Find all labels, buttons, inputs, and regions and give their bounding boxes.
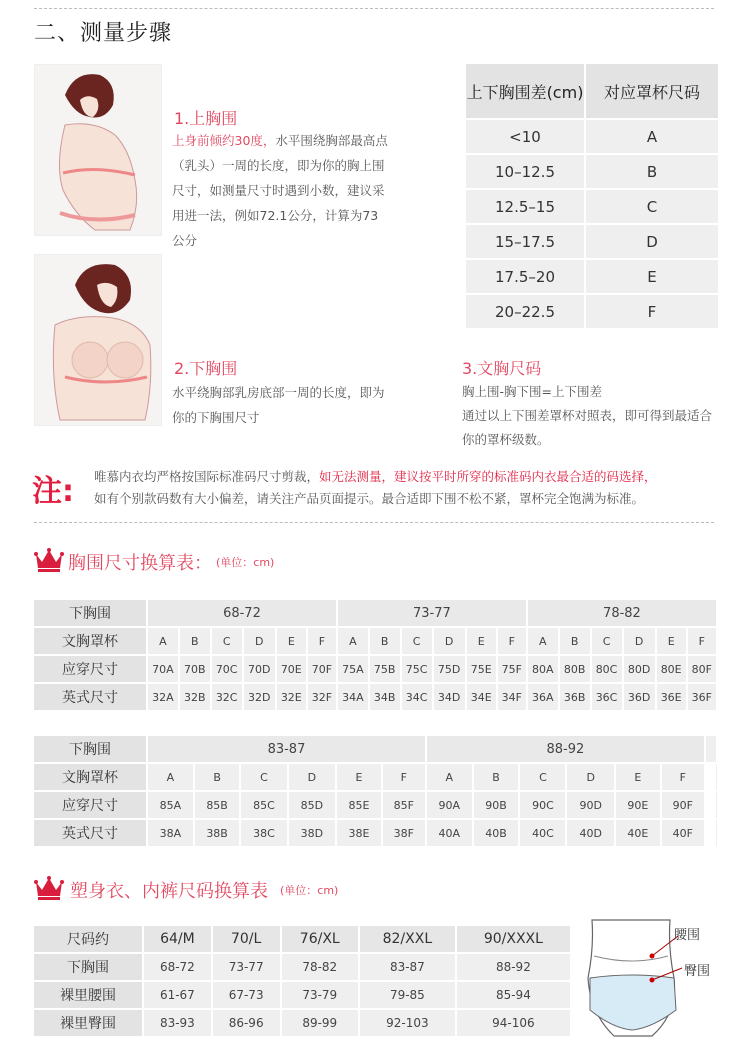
table-cell: 88-92 bbox=[457, 954, 570, 980]
table-cell: 34F bbox=[498, 684, 526, 710]
waist-hip-diagram bbox=[582, 918, 722, 1042]
table-cell: 34A bbox=[338, 684, 368, 710]
note-text-highlight: 如无法测量，建议按平时所穿的标准码内衣最合适的码选择， bbox=[319, 469, 657, 484]
table-cell: 38F bbox=[383, 820, 425, 846]
table-cell: 15–17.5 bbox=[466, 225, 584, 258]
table-cell: 85-94 bbox=[457, 982, 570, 1008]
bra-size-table-1 bbox=[32, 598, 718, 712]
table-cell: 38B bbox=[195, 820, 240, 846]
group-header: 68-72 bbox=[148, 600, 336, 626]
table-cell: 73-77 bbox=[213, 954, 280, 980]
table-row bbox=[466, 295, 718, 328]
table-row bbox=[34, 656, 716, 682]
group-header: 83-87 bbox=[148, 736, 425, 762]
upper-bust-illustration bbox=[34, 64, 162, 236]
table-cell: 75D bbox=[434, 656, 465, 682]
shape-section-header bbox=[34, 876, 338, 904]
waist-label: 腰围 bbox=[674, 928, 701, 943]
table-cell: B bbox=[180, 628, 210, 654]
table-cell: D bbox=[567, 764, 614, 790]
crown-icon bbox=[34, 876, 64, 904]
table-cell: 70B bbox=[180, 656, 210, 682]
upper-bust-description bbox=[172, 128, 388, 253]
table-cell: 85F bbox=[383, 792, 425, 818]
table-cell: 80F bbox=[688, 656, 716, 682]
table-cell: 90F bbox=[662, 792, 704, 818]
cup-size-description bbox=[462, 380, 718, 452]
table-cell: 90A bbox=[427, 792, 472, 818]
size-header: 64/M bbox=[144, 926, 211, 952]
size-header: 70/L bbox=[213, 926, 280, 952]
table-row bbox=[34, 926, 570, 952]
divider-top bbox=[34, 8, 714, 9]
table-cell: 80A bbox=[528, 656, 558, 682]
cup-difference-table bbox=[464, 62, 720, 330]
table-cell: A bbox=[528, 628, 558, 654]
table-cell: 86-96 bbox=[213, 1010, 280, 1036]
row-label: 文胸罩杯 bbox=[34, 628, 146, 654]
row-label: 尺码约 bbox=[34, 926, 142, 952]
table-cell: D bbox=[586, 225, 718, 258]
table-row bbox=[34, 736, 716, 762]
table-cell: 70C bbox=[212, 656, 242, 682]
table-row bbox=[34, 954, 570, 980]
table-cell: 36B bbox=[560, 684, 590, 710]
table-cell: E bbox=[467, 628, 496, 654]
table-cell: 85A bbox=[148, 792, 193, 818]
table-cell: 34B bbox=[370, 684, 400, 710]
table-row bbox=[34, 600, 716, 626]
table-cell: E bbox=[657, 628, 686, 654]
table-cell: 34C bbox=[402, 684, 432, 710]
table-cell: 75E bbox=[467, 656, 496, 682]
size-header: 82/XXL bbox=[360, 926, 455, 952]
table-cell: 90B bbox=[474, 792, 519, 818]
shapewear-size-table bbox=[32, 924, 572, 1038]
table-cell: C bbox=[241, 764, 286, 790]
table-cell: 85E bbox=[337, 792, 381, 818]
table-cell: 70A bbox=[148, 656, 178, 682]
table-cell: 85B bbox=[195, 792, 240, 818]
bra-section-header bbox=[34, 548, 274, 576]
bra-size-table-2 bbox=[32, 734, 718, 848]
row-label: 裸里腰围 bbox=[34, 982, 142, 1008]
row-label: 英式尺寸 bbox=[34, 684, 146, 710]
table-cell: C bbox=[592, 628, 622, 654]
table-cell: E bbox=[337, 764, 381, 790]
table-cell: B bbox=[195, 764, 240, 790]
table-cell: B bbox=[586, 155, 718, 188]
table-cell: B bbox=[474, 764, 519, 790]
table-cell: 80B bbox=[560, 656, 590, 682]
table-cell: 32E bbox=[277, 684, 306, 710]
row-label: 裸里臀围 bbox=[34, 1010, 142, 1036]
table-cell: 85D bbox=[289, 792, 336, 818]
empty-cell bbox=[706, 736, 716, 762]
note-text-1: 唯慕内衣均严格按国际标准码尺寸剪裁， bbox=[94, 469, 320, 484]
table-row bbox=[34, 628, 716, 654]
table-cell: F bbox=[498, 628, 526, 654]
table-cell: 70E bbox=[277, 656, 306, 682]
size-header: 76/XL bbox=[282, 926, 358, 952]
crown-icon bbox=[34, 548, 64, 576]
table-cell: 36F bbox=[688, 684, 716, 710]
row-label: 下胸围 bbox=[34, 736, 146, 762]
table-cell: 40C bbox=[520, 820, 565, 846]
table-cell: 83-87 bbox=[360, 954, 455, 980]
table-cell: 12.5–15 bbox=[466, 190, 584, 223]
table-cell: 10–12.5 bbox=[466, 155, 584, 188]
table-cell: 70D bbox=[244, 656, 275, 682]
table-cell: 40D bbox=[567, 820, 614, 846]
table-cell: 36E bbox=[657, 684, 686, 710]
table-cell: 67-73 bbox=[213, 982, 280, 1008]
table-cell: F bbox=[383, 764, 425, 790]
table-cell: D bbox=[624, 628, 655, 654]
table-cell: 17.5–20 bbox=[466, 260, 584, 293]
table-cell: 68-72 bbox=[144, 954, 211, 980]
row-label: 应穿尺寸 bbox=[34, 656, 146, 682]
lower-bust-description: 水平绕胸部乳房底部一周的长度，即为你的下胸围尺寸 bbox=[172, 385, 385, 425]
table-cell: 75B bbox=[370, 656, 400, 682]
table-cell: D bbox=[289, 764, 336, 790]
table-cell: 78-82 bbox=[282, 954, 358, 980]
table-cell: 40F bbox=[662, 820, 704, 846]
upper-bust-highlight: 上身前倾约30度， bbox=[172, 133, 276, 148]
table-cell: 75A bbox=[338, 656, 368, 682]
table-cell: C bbox=[212, 628, 242, 654]
table-row bbox=[466, 190, 718, 223]
table-cell: 38C bbox=[241, 820, 286, 846]
size-header: 90/XXXL bbox=[457, 926, 570, 952]
table-cell: 75F bbox=[498, 656, 526, 682]
cup-table-header-row bbox=[466, 64, 718, 118]
row-label: 英式尺寸 bbox=[34, 820, 146, 846]
cup-size-formula: 胸上围-胸下围=上下围差 bbox=[462, 384, 602, 399]
table-cell: 90C bbox=[520, 792, 565, 818]
table-cell: F bbox=[688, 628, 716, 654]
row-label: 应穿尺寸 bbox=[34, 792, 146, 818]
group-header: 88-92 bbox=[427, 736, 704, 762]
table-cell: E bbox=[586, 260, 718, 293]
table-cell: 36C bbox=[592, 684, 622, 710]
table-cell: 40A bbox=[427, 820, 472, 846]
cup-size-body: 通过以上下围差罩杯对照表，即可得到最适合你的罩杯级数。 bbox=[462, 408, 713, 447]
table-cell: A bbox=[338, 628, 368, 654]
table-cell: A bbox=[586, 120, 718, 153]
table-cell: 89-99 bbox=[282, 1010, 358, 1036]
table-cell: 32A bbox=[148, 684, 178, 710]
bra-section-unit: (单位：cm) bbox=[216, 556, 275, 569]
table-cell: 38D bbox=[289, 820, 336, 846]
table-row bbox=[466, 155, 718, 188]
table-row bbox=[466, 225, 718, 258]
table-row bbox=[34, 792, 716, 818]
table-cell: 32D bbox=[244, 684, 275, 710]
table-cell: 94-106 bbox=[457, 1010, 570, 1036]
table-cell: 38E bbox=[337, 820, 381, 846]
table-cell: D bbox=[244, 628, 275, 654]
table-row bbox=[34, 820, 716, 846]
table-cell: 79-85 bbox=[360, 982, 455, 1008]
table-cell: D bbox=[434, 628, 465, 654]
table-cell: A bbox=[148, 764, 193, 790]
table-row bbox=[34, 1010, 570, 1036]
table-cell: E bbox=[616, 764, 660, 790]
table-cell: B bbox=[560, 628, 590, 654]
hip-label: 臀围 bbox=[684, 964, 711, 979]
group-header: 78-82 bbox=[528, 600, 716, 626]
table-row bbox=[34, 684, 716, 710]
row-label: 下胸围 bbox=[34, 600, 146, 626]
table-row bbox=[34, 982, 570, 1008]
divider-middle bbox=[34, 522, 714, 523]
table-cell: 20–22.5 bbox=[466, 295, 584, 328]
table-cell: C bbox=[586, 190, 718, 223]
upper-bust-body: 水平围绕胸部最高点（乳头）一周的长度，即为你的胸上围尺寸，如测量尺寸时遇到小数，建议采用进一法，例如72.1公分，计算为73公分 bbox=[172, 133, 388, 248]
table-cell: 92-103 bbox=[360, 1010, 455, 1036]
table-cell: 32F bbox=[308, 684, 336, 710]
table-cell: 85C bbox=[241, 792, 286, 818]
upper-bust-title: 1.上胸围 bbox=[174, 109, 238, 128]
note-text-2: 如有个别款码数有大小偏差，请关注产品页面提示。最合适即下围不松不紧，罩杯完全饱满为标准。 bbox=[94, 491, 645, 506]
table-cell: F bbox=[662, 764, 704, 790]
table-cell: 83-93 bbox=[144, 1010, 211, 1036]
table-row bbox=[34, 764, 716, 790]
cup-size-title: 3.文胸尺码 bbox=[462, 359, 542, 378]
table-cell: 34D bbox=[434, 684, 465, 710]
table-cell: F bbox=[586, 295, 718, 328]
table-row bbox=[466, 260, 718, 293]
table-cell: 73-79 bbox=[282, 982, 358, 1008]
shape-section-unit: (单位：cm) bbox=[280, 884, 339, 897]
table-cell: 75C bbox=[402, 656, 432, 682]
table-cell: C bbox=[402, 628, 432, 654]
row-label: 文胸罩杯 bbox=[34, 764, 146, 790]
bra-section-title: 胸围尺寸换算表： bbox=[68, 553, 212, 574]
table-cell: 32C bbox=[212, 684, 242, 710]
table-cell: A bbox=[427, 764, 472, 790]
table-cell: F bbox=[308, 628, 336, 654]
row-label: 下胸围 bbox=[34, 954, 142, 980]
table-cell: 40E bbox=[616, 820, 660, 846]
note-text bbox=[94, 466, 724, 510]
table-cell: 90D bbox=[567, 792, 614, 818]
table-cell: C bbox=[520, 764, 565, 790]
table-cell: 80E bbox=[657, 656, 686, 682]
group-header: 73-77 bbox=[338, 600, 526, 626]
table-cell: 90E bbox=[616, 792, 660, 818]
table-cell: 70F bbox=[308, 656, 336, 682]
table-cell: 36A bbox=[528, 684, 558, 710]
table-cell: <10 bbox=[466, 120, 584, 153]
cup-table-header-cup: 对应罩杯尺码 bbox=[586, 64, 718, 118]
shape-section-title: 塑身衣、内裤尺码换算表 bbox=[70, 881, 268, 902]
table-cell: 61-67 bbox=[144, 982, 211, 1008]
table-cell: 40B bbox=[474, 820, 519, 846]
cup-table-header-diff: 上下胸围差(cm) bbox=[466, 64, 584, 118]
table-cell: 80C bbox=[592, 656, 622, 682]
table-cell: B bbox=[370, 628, 400, 654]
table-cell: 32B bbox=[180, 684, 210, 710]
table-cell: 34E bbox=[467, 684, 496, 710]
lower-bust-title: 2.下胸围 bbox=[174, 359, 238, 378]
section-title: 二、测量步骤 bbox=[34, 21, 173, 46]
lower-bust-illustration bbox=[34, 254, 162, 426]
table-cell: 36D bbox=[624, 684, 655, 710]
table-cell: 80D bbox=[624, 656, 655, 682]
table-cell: E bbox=[277, 628, 306, 654]
note-mark: 注: bbox=[32, 474, 74, 509]
table-cell: A bbox=[148, 628, 178, 654]
table-row bbox=[466, 120, 718, 153]
table-cell: 38A bbox=[148, 820, 193, 846]
